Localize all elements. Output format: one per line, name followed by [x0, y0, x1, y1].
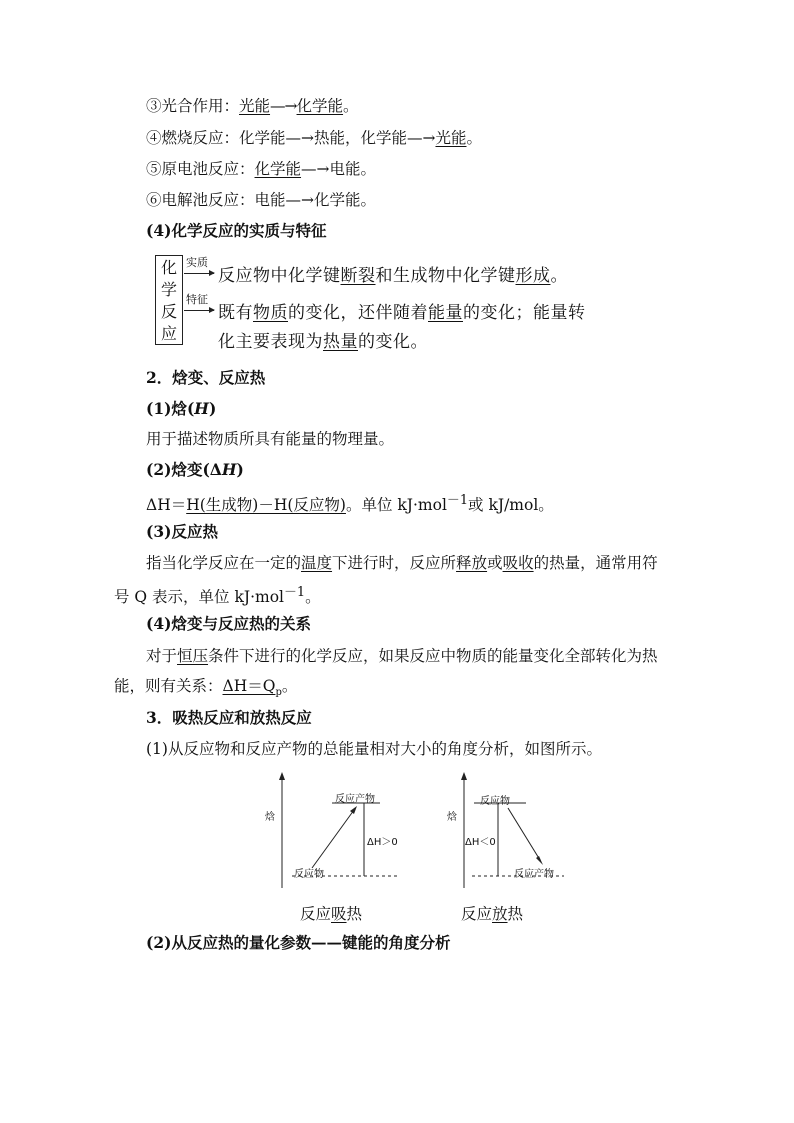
blank-answer: 吸	[331, 905, 347, 923]
blank-answer: 释放	[456, 554, 488, 572]
label-reactants: 反应物	[294, 869, 324, 880]
blank-answer: H(生成物)－H(反应物)	[186, 496, 346, 515]
text: 。	[343, 97, 359, 115]
section-title-endo-exo: 3．吸热反应和放热反应	[146, 708, 312, 727]
sub: p	[275, 687, 282, 699]
para-relation	[146, 645, 658, 667]
var: H	[194, 399, 209, 418]
text: ΔH＝Q	[222, 677, 276, 695]
line-combustion	[146, 127, 482, 149]
endothermic-diagram	[262, 770, 412, 890]
blank-answer: 光能	[239, 97, 271, 115]
blank-answer: 吸收	[502, 554, 534, 572]
tag-essence: 实质	[186, 256, 208, 269]
blank-answer: 光能	[435, 129, 467, 147]
text: 。单位 kJ·mol	[345, 496, 447, 515]
text: 对于	[146, 647, 178, 665]
text: )	[236, 460, 244, 479]
tag-feature: 特征	[186, 293, 208, 306]
caption-endothermic	[300, 902, 362, 924]
text: ⑥电解池反应：电能—→化学能。	[146, 191, 376, 209]
text: 。	[550, 266, 568, 286]
text: ⑤原电池反应：	[146, 160, 255, 178]
box-char: 学	[160, 280, 177, 299]
blank-answer	[222, 677, 282, 699]
text: 热	[346, 905, 363, 923]
text: 号 Q 表示，单位 kJ·mol	[114, 588, 285, 607]
text: 能，则有关系：	[114, 677, 223, 695]
eq-enthalpy-change	[146, 490, 554, 516]
blank-answer: 恒压	[177, 647, 209, 665]
axis-label-enthalpy: 焓	[447, 812, 457, 823]
text: 条件下进行的化学反应，如果反应中物质的能量变化全部转化为热	[208, 647, 658, 665]
label-products: 反应产物	[514, 869, 554, 880]
text: 的热量，通常用符	[533, 554, 658, 572]
line-electrolysis	[146, 189, 376, 211]
text: 。	[281, 677, 298, 695]
text: (2)焓变(Δ	[146, 460, 222, 479]
text: ③光合作用：	[146, 97, 240, 115]
essence-text	[218, 262, 568, 291]
para-bond-energy: (2)从反应热的量化参数——键能的角度分析	[146, 933, 451, 952]
label-dh-negative: ΔH＜0	[465, 837, 496, 848]
label-dh-positive: ΔH＞0	[367, 837, 398, 848]
label-products: 反应产物	[335, 794, 375, 805]
sup: －1	[446, 493, 469, 508]
text: (4)化学反应的实质与特征	[146, 221, 327, 240]
text: ΔH＝	[146, 496, 187, 515]
text: 指当化学反应在一定的	[146, 554, 302, 572]
blank-answer: 热量	[323, 332, 358, 352]
section-title-enthalpy: 2．焓变、反应热	[146, 368, 266, 387]
blank-answer: 能量	[428, 303, 463, 323]
para-relation-cont	[114, 675, 297, 704]
feature-text-cont	[218, 328, 428, 357]
text: 的变化。	[358, 332, 428, 352]
text: 的变化，还伴随着	[288, 303, 428, 323]
label-reactants: 反应物	[480, 796, 510, 807]
para-reaction-heat-cont	[114, 582, 321, 608]
heading-enthalpy-change	[146, 459, 244, 481]
blank-answer: 温度	[301, 554, 333, 572]
chemical-reaction-box	[155, 255, 183, 345]
blank-answer: 化学能	[254, 160, 302, 178]
text: 或	[487, 554, 503, 572]
text: 反应	[300, 905, 332, 923]
heading-relation: (4)焓变与反应热的关系	[146, 614, 311, 633]
line-galvanic-cell	[146, 158, 376, 180]
blank-answer: 化学能	[296, 97, 344, 115]
text: 。	[305, 588, 321, 607]
heading-reaction-heat: (3)反应热	[146, 522, 218, 541]
text: (1)焓(	[146, 399, 195, 418]
blank-answer: 形成	[515, 266, 551, 286]
text: —→电能。	[301, 160, 377, 178]
text: 反应物中化学键	[218, 266, 341, 286]
arrow: —→	[270, 97, 297, 115]
caption-exothermic	[461, 902, 523, 924]
arrow-essence	[184, 273, 214, 274]
text: ④燃烧反应：化学能—→热能，化学能—→	[146, 129, 436, 147]
blank-answer: 断裂	[340, 266, 376, 286]
blank-answer: 放	[492, 905, 508, 923]
axis-label-enthalpy: 焓	[265, 812, 275, 823]
text: 既有	[218, 303, 253, 323]
text: 反应	[461, 905, 493, 923]
para-total-energy: (1)从反应物和反应产物的总能量相对大小的角度分析，如图所示。	[146, 740, 602, 758]
text: 化主要表现为	[218, 332, 323, 352]
text: 的变化；能量转	[463, 303, 586, 323]
para-enthalpy: 用于描述物质所具有能量的物理量。	[146, 430, 395, 448]
text: 和生成物中化学键	[375, 266, 516, 286]
text: 或 kJ/mol。	[468, 496, 554, 515]
feature-text	[218, 299, 586, 328]
box-char: 反	[160, 302, 177, 321]
var: H	[221, 460, 237, 479]
heading-enthalpy	[146, 398, 216, 420]
para-reaction-heat	[146, 552, 658, 574]
line-photosynthesis	[146, 95, 359, 117]
text: 下进行时，反应所	[332, 554, 457, 572]
text: 。	[466, 129, 483, 147]
text: 热	[507, 905, 524, 923]
box-char: 化	[160, 258, 177, 277]
sup: －1	[284, 585, 306, 600]
heading-essence	[146, 220, 326, 242]
blank-answer: 物质	[253, 303, 288, 323]
text: )	[208, 399, 217, 418]
arrow-feature	[184, 310, 214, 311]
box-char: 应	[160, 324, 177, 343]
